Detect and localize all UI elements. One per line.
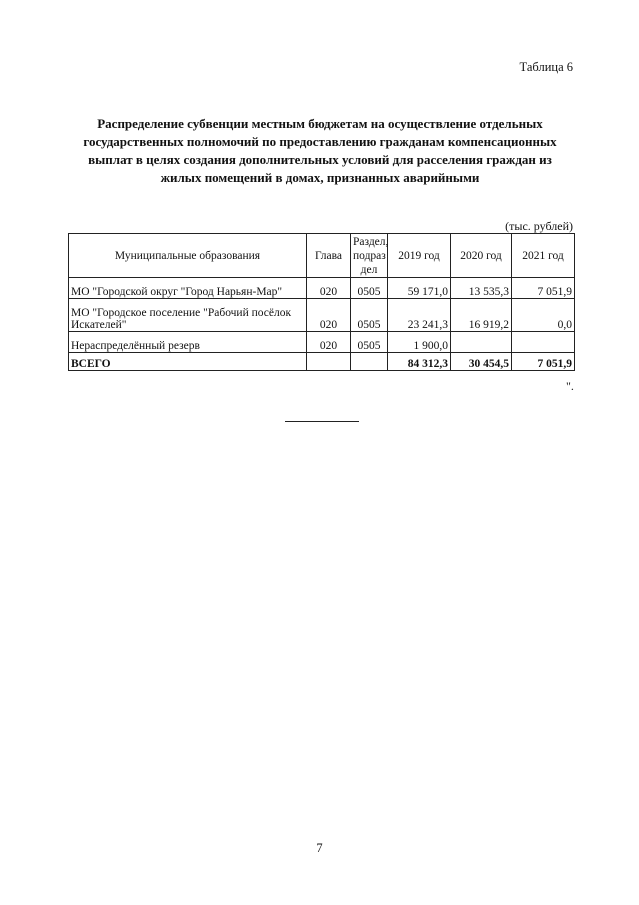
- column-header-glava: Глава: [307, 234, 351, 278]
- cell-2020: [451, 332, 512, 353]
- cell-municipality: МО "Городское поселение "Рабочий посёлок Искателей": [69, 299, 307, 332]
- page-number: 7: [316, 841, 323, 855]
- cell-total-2021: 7 051,9: [512, 353, 575, 371]
- title-line: жилых помещений в домах, признанных аварийными: [160, 170, 480, 185]
- cell-2021: 7 051,9: [512, 278, 575, 299]
- cell-glava: 020: [307, 332, 351, 353]
- cell-2019: 23 241,3: [388, 299, 451, 332]
- units-label: (тыс. рублей): [505, 219, 573, 233]
- cell-razdel: 0505: [351, 332, 388, 353]
- column-header-2019: 2019 год: [388, 234, 451, 278]
- total-row: [69, 353, 575, 371]
- cell-municipality: МО "Городской округ "Город Нарьян-Мар": [69, 278, 307, 299]
- column-header-municipality: Муниципальные образования: [69, 234, 307, 278]
- cell-total-label: ВСЕГО: [69, 353, 307, 371]
- table-row: [69, 332, 575, 353]
- document-title: [70, 115, 570, 187]
- table-row: [69, 278, 575, 299]
- cell-2020: 16 919,2: [451, 299, 512, 332]
- title-line: Распределение субвенции местным бюджетам на осуществление отдельных: [97, 116, 543, 131]
- cell-glava: [307, 353, 351, 371]
- cell-2019: 59 171,0: [388, 278, 451, 299]
- cell-total-2020: 30 454,5: [451, 353, 512, 371]
- cell-2020: 13 535,3: [451, 278, 512, 299]
- cell-razdel: 0505: [351, 278, 388, 299]
- budget-table: [68, 233, 575, 371]
- cell-2019: 1 900,0: [388, 332, 451, 353]
- end-quote-mark: ".: [566, 379, 574, 393]
- cell-2021: [512, 332, 575, 353]
- table-header-row: [69, 234, 575, 278]
- title-line: выплат в целях создания дополнительных условий для расселения граждан из: [88, 152, 552, 167]
- cell-total-2019: 84 312,3: [388, 353, 451, 371]
- column-header-razdel: Раздел, подраз дел: [351, 234, 388, 278]
- table-label: Таблица 6: [519, 60, 573, 74]
- cell-2021: 0,0: [512, 299, 575, 332]
- cell-municipality: Нераспределённый резерв: [69, 332, 307, 353]
- cell-razdel: [351, 353, 388, 371]
- table-row: [69, 299, 575, 332]
- cell-glava: 020: [307, 299, 351, 332]
- column-header-2021: 2021 год: [512, 234, 575, 278]
- column-header-2020: 2020 год: [451, 234, 512, 278]
- cell-razdel: 0505: [351, 299, 388, 332]
- section-divider: [285, 421, 359, 422]
- cell-glava: 020: [307, 278, 351, 299]
- title-line: государственных полномочий по предоставлению гражданам компенсационных: [83, 134, 557, 149]
